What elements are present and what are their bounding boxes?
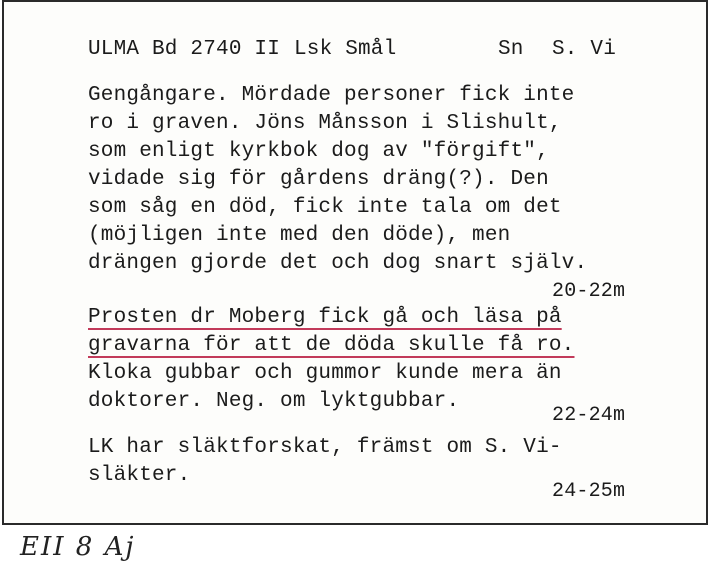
page-reference: 22-24m <box>552 404 626 427</box>
text-line: Gengångare. Mördade personer fick inte <box>88 84 575 107</box>
page-reference: 24-25m <box>552 480 626 503</box>
header-parish: S. Vi <box>552 38 617 61</box>
text-line: Kloka gubbar och gummor kunde mera än <box>88 362 562 385</box>
header-archive-ref: ULMA Bd 2740 II <box>88 38 281 61</box>
header-parish-label: Sn <box>498 38 524 61</box>
text-line: som såg en död, fick inte tala om det <box>88 196 562 219</box>
handwritten-catalog-note: EII 8 Aj <box>20 532 136 562</box>
text-line: (möjligen inte med den döde), men <box>88 224 511 247</box>
underlined-line: gravarna för att de döda skulle få ro. <box>88 334 575 357</box>
text-line: som enligt kyrkbok dog av "förgift", <box>88 140 549 163</box>
text-line: ro i graven. Jöns Månsson i Slishult, <box>88 112 562 135</box>
underlined-line: Prosten dr Moberg fick gå och läsa på <box>88 306 562 329</box>
index-card <box>2 0 708 525</box>
page-reference: 20-22m <box>552 280 626 303</box>
text-line: LK har släktforskat, främst om S. Vi- <box>88 436 562 459</box>
text-line: doktorer. Neg. om lyktgubbar. <box>88 390 460 413</box>
text-line: drängen gjorde det och dog snart själv. <box>88 252 588 275</box>
text-line: släkter. <box>88 464 191 487</box>
header-region: Lsk Smål <box>294 38 397 61</box>
text-line: vidade sig för gårdens dräng(?). Den <box>88 168 549 191</box>
